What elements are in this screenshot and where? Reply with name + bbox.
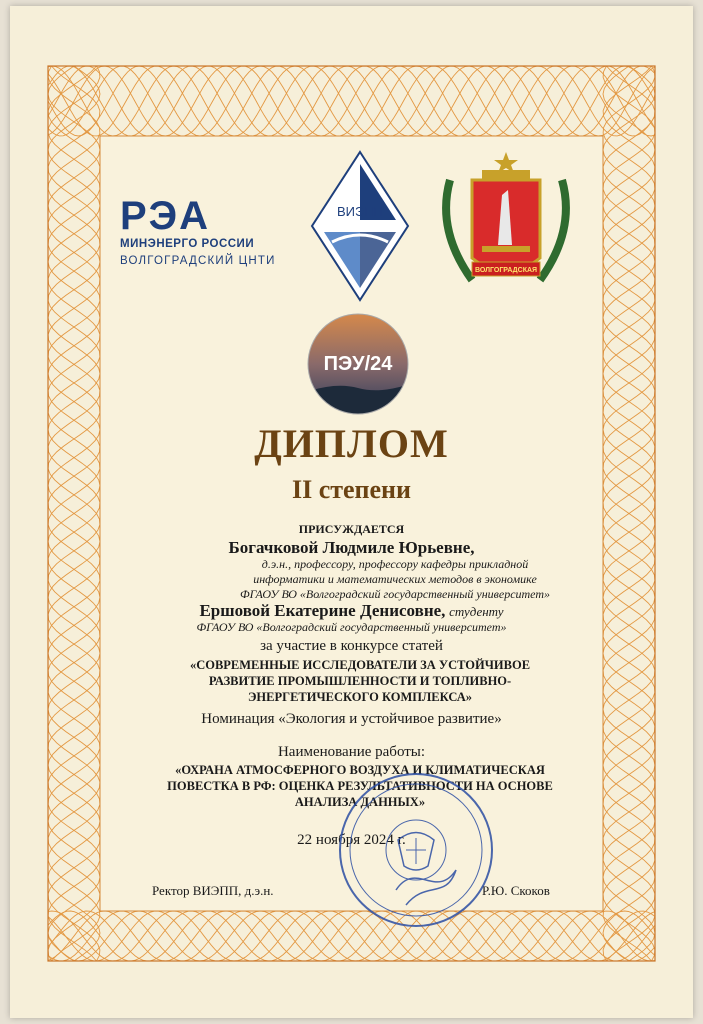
work-title: «ОХРАНА АТМОСФЕРНОГО ВОЗДУХА И КЛИМАТИЧЕСКАЯ ПОВЕСТКА В РФ: ОЦЕНКА РЕЗУЛЬТАТИВНОСТИ НА ОСНОВЕ АНАЛИЗА ДАННЫХ» [167, 763, 553, 809]
rea-logo [120, 196, 295, 267]
recipient1-description [230, 557, 560, 602]
frame-ornament-line [48, 66, 100, 961]
rea-logo-center: ВОЛГОГРАДСКИЙ ЦНТИ [120, 255, 276, 267]
coat-banner-label: ВОЛГОГРАДСКАЯ [474, 267, 538, 274]
pev-logo [306, 312, 410, 416]
contest-name: «СОВРЕМЕННЫЕ ИССЛЕДОВАТЕЛИ ЗА УСТОЙЧИВОЕ РАЗВИТИЕ ПРОМЫШЛЕННОСТИ И ТОПЛИВНО-ЭНЕРГЕТИЧЕСКОГО КОМПЛЕКСА» [189, 658, 531, 704]
award-date: 22 ноября 2024 г. [297, 832, 406, 848]
signer-name: Р.Ю. Скоков [482, 883, 550, 898]
recipient2-name: Ершовой Екатерине Денисовне, [199, 601, 446, 620]
recipient2-position: студенту [449, 604, 504, 619]
diploma-degree: II степени [291, 475, 412, 504]
nomination: Номинация «Экология и устойчивое развитие» [201, 711, 502, 727]
volgograd-coat-of-arms [432, 150, 580, 300]
frame-ornament-line [48, 66, 655, 136]
frame-ornament-line [603, 66, 655, 961]
signer-role: Ректор ВИЭПП, д.э.н. [152, 883, 274, 898]
recipient1-position: д.э.н., профессору, профессору кафедры прикладной информатики и математических методов в экономике [253, 557, 537, 586]
pev-logo-label: ПЭУ/24 [323, 353, 393, 375]
viepp-logo-label: ВИЭПП [336, 204, 384, 219]
recipient1-organization: ФГАОУ ВО «Волгоградский государственный университет» [239, 587, 551, 601]
rea-logo-mark: РЭА [120, 194, 211, 238]
rea-logo-ministry: МИНЭНЕРГО РОССИИ [120, 238, 255, 250]
diploma-title: ДИПЛОМ [254, 421, 449, 466]
awarded-label: ПРИСУЖДАЕТСЯ [298, 522, 405, 536]
recipient2-organization: ФГАОУ ВО «Волгоградский государственный университет» [196, 620, 507, 634]
viepp-logo [310, 150, 410, 302]
recipient2-line [0, 601, 703, 621]
contest-label: за участие в конкурсе статей [260, 638, 443, 654]
official-stamp [336, 770, 496, 930]
work-label: Наименование работы: [277, 744, 426, 760]
recipient1-name: Богачковой Людмиле Юрьевне, [228, 538, 475, 557]
